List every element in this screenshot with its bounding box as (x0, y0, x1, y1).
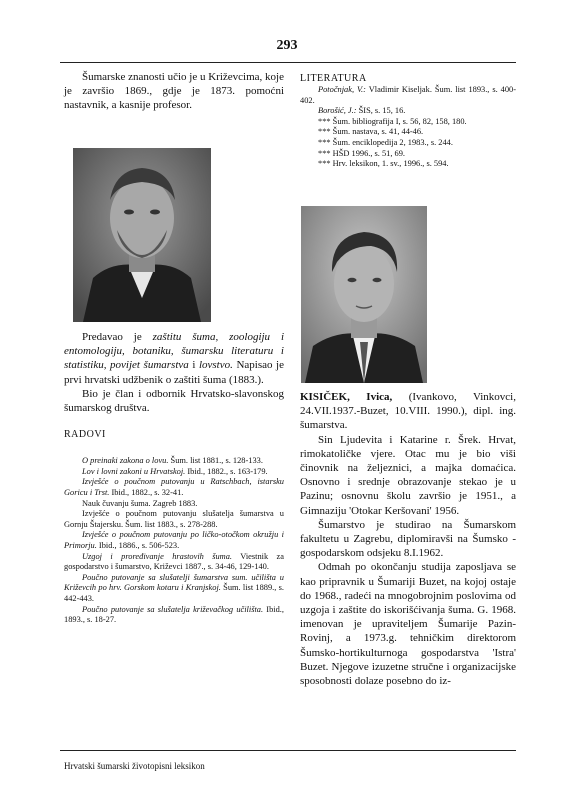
literature-item: *** Šum. enciklopedija 2, 1983., s. 244. (318, 137, 453, 147)
literature-item: *** Hrv. leksikon, 1. sv., 1996., s. 594. (318, 159, 449, 169)
radovi-heading: RADOVI (64, 429, 106, 441)
header-rule (60, 62, 516, 63)
career-paragraph: Odmah po okončanju studija zaposlјava se kao pripravnik u Šumariji Buzet, na kojoj ostaje do 1968., radeći na mnogobrojnim poslovima od uzgoja i zaštite do iskorišćivanja šuma. G. 1968. imenovan je upraviteljem Šumarije Pazin-Rovinj, a 1973.g. tehničkim direktorom Šumsko-hortikulturnoga gospodarstva 'Istra' Buzet. Njegove izuzetne stručne i organizacijske sposobnosti dolaze posebno do iz- (300, 561, 516, 688)
radovi-item: Poučno putovanje sa slušatelji šumarstva sum. učilišta u Križevcih po hrv. Gorskom kotaru i Kranjskoj. Šum. list 1889., s. 442-443. (64, 572, 285, 603)
footer-text: Hrvatski šumarski životopisni leksikon (64, 761, 205, 771)
portrait-photo-kisicek (301, 206, 427, 383)
entry-bio: (Ivankovo, Vinkovci, 24.VII.1937.-Buzet, 10.VIII. 1990.), dipl. ing. šumarstva. (300, 391, 516, 432)
portrait-image (301, 206, 427, 383)
radovi-item: Poučno putovanje sa slušatelja križevačkog učilišta. Ibid., 1893., s. 18-27. (64, 604, 284, 625)
teaching-paragraph (64, 330, 284, 387)
page-number: 293 (276, 38, 298, 53)
teaching-text-c: i (188, 359, 199, 372)
literature-item: *** Šum. nastava, s. 41, 44-46. (318, 127, 424, 137)
kisicek-entry (300, 390, 516, 688)
intro-paragraph: Šumarske znanosti učio je u Križevcima, koje je završio 1869., gdje je 1873. pomoćni nastavnik, a kasnije profesor. (64, 71, 284, 112)
radovi-item: Nauk čuvanju šuma. Zagreb 1883. (82, 498, 198, 508)
entry-name: KISIČEK, Ivica, (300, 391, 393, 403)
footer-rule (60, 750, 516, 751)
radovi-item: Izvješće o poučnom putovanju po ličko-otočkom okružju i Primorju. Ibid., 1886., s. 506-523. (64, 530, 284, 550)
literature-item: *** HŠD 1996., s. 51, 69. (318, 148, 406, 158)
teaching-subject-hunting: lovstvo. (198, 359, 233, 372)
literature-item: Potočnjak, V.: Vladimir Kiseljak. Šum. list 1893., s. 400-402. (300, 85, 516, 105)
radovi-item: Uzgoj i proređivanje hrastovih šuma. Viestnik za gospodarstvo i šumarstvo, Križevci 1887., s. 34-46, 129-140. (64, 551, 284, 572)
teaching-text-e: Napisao je prvi hrvatski udžbenik o zaštiti šuma (1883.). (64, 359, 284, 386)
teaching-subjects: zaštitu šuma, zoologiju i entomologiju, botaniku, šumarsku literaturu i statistiku, povijet šumarstva (64, 331, 284, 372)
radovi-item: O preinaki zakona o lovu. Šum. list 1881., s. 128-133. (82, 456, 263, 466)
membership-paragraph: Bio je član i odbornik Hrvatsko-slavonskog šumarskog društva. (64, 387, 284, 415)
left-intro (64, 70, 284, 113)
radovi-item: Lov i lovni zakoni u Hrvatskoj. Ibid., 1882., s. 163-179. (82, 466, 268, 476)
radovi-item: Izvješće o poučnom putovanju u Ratschbach, istarsku Goricu i Trst. Ibid., 1882., s. 32-41. (64, 477, 284, 497)
left-body (64, 330, 284, 626)
literature-item: Borošić, J.: ŠIS, s. 15, 16. (318, 106, 406, 116)
portrait-photo-kiseljak (73, 148, 211, 322)
study-paragraph: Šumarstvo je studirao na Šumarskom fakultetu u Zagrebu, diplomiravši na Šumsko - gospodarskom odsjeku 8.I.1962. (300, 518, 516, 560)
literature-block (300, 73, 516, 170)
literature-item: *** Šum. bibliografija I, s. 56, 82, 158, 180. (318, 116, 467, 126)
entry-heading (300, 390, 516, 433)
radovi-item: Izvješće o poučnom putovanju slušatelja šumarstva u Gornju Štajersku. Šum. list 1883., s. 278-288. (64, 509, 284, 529)
family-paragraph: Sin Ljudevita i Katarine r. Šrek. Hrvat, rimokatoličke vjere. Otac mu je bio viši činovnik na željeznici, a majka domaćica. Osnovno i srednje obrazovanje stekao je u Pazinu; osnovnu školu završio je 1951., a Gimnaziju 'Otokar Keršovani' 1956. (300, 433, 516, 517)
radovi-list (64, 456, 284, 626)
literature-heading: LITERATURA (300, 73, 367, 84)
portrait-image (73, 148, 211, 322)
teaching-text-a: Predavao je (82, 331, 153, 343)
